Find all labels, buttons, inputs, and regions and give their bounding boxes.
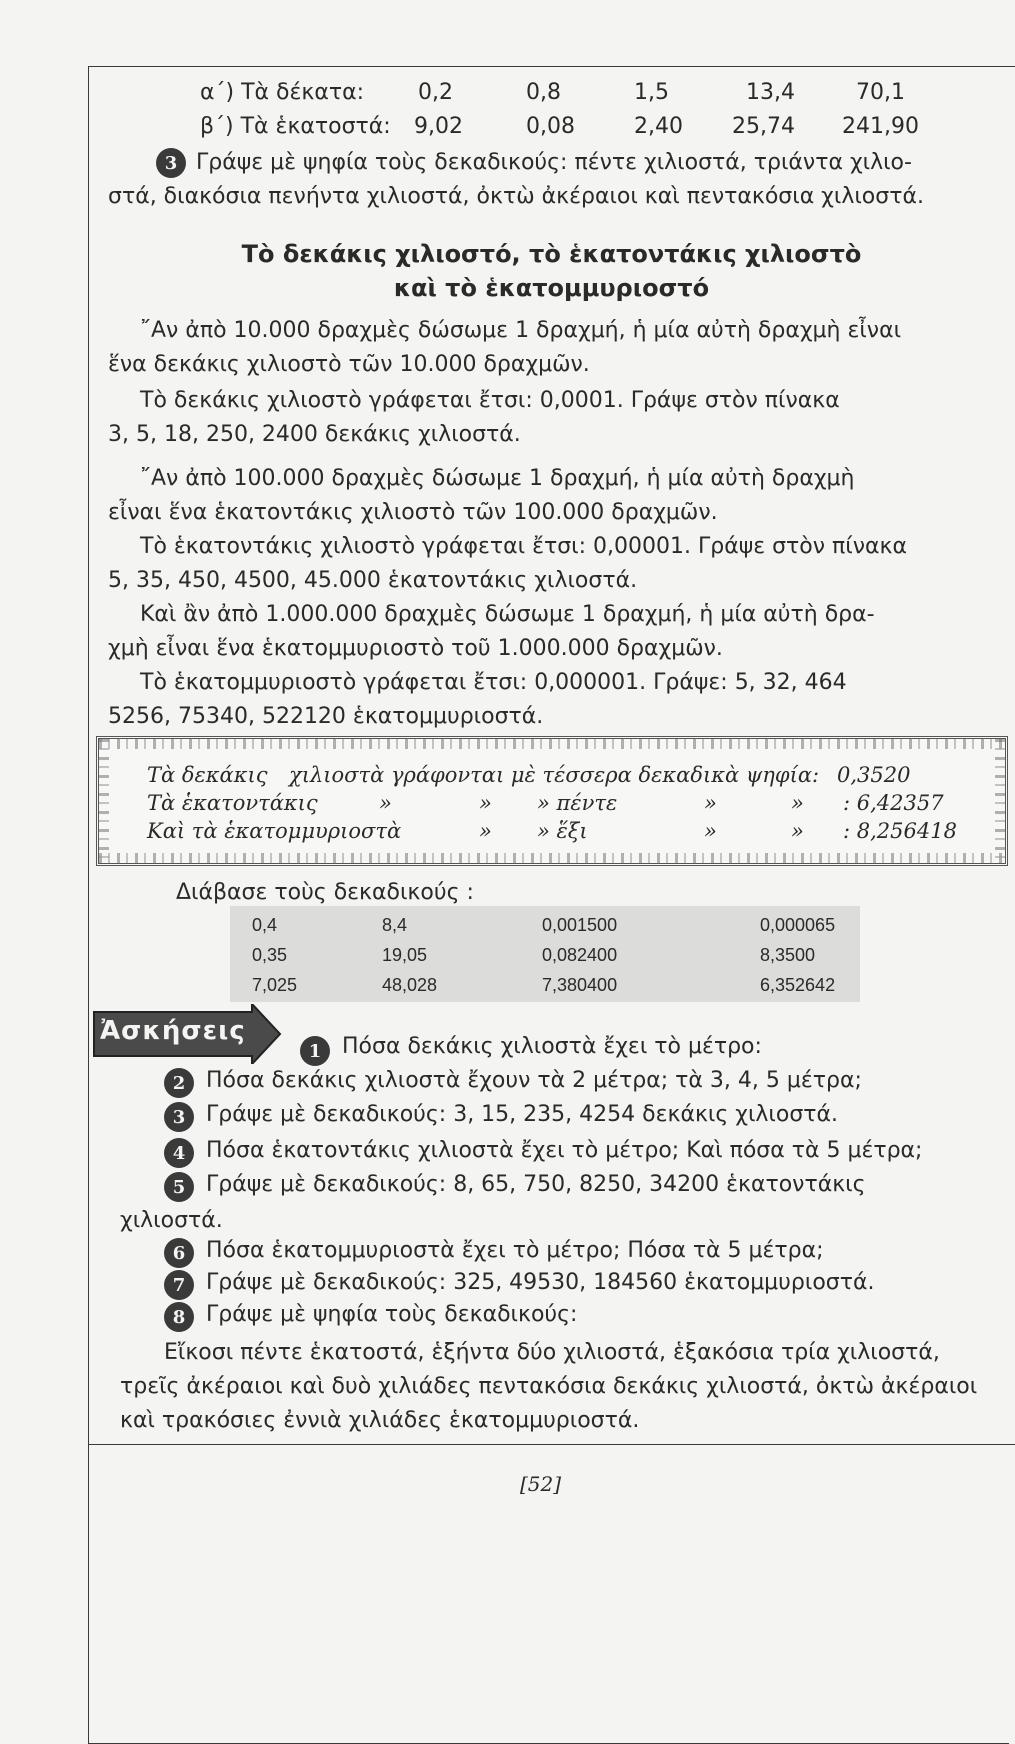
read-label: Διάβασε τοὺς δεκαδικούς : (176, 880, 474, 905)
page-number: [52] (520, 1472, 562, 1496)
row-a-value: 13,4 (746, 80, 795, 105)
exercise-text: καὶ τρακόσιες ἐννιὰ χιλιάδες ἑκατομμυριοστά. (120, 1408, 640, 1433)
ditto-mark: » (791, 819, 804, 843)
ditto-mark: » (479, 819, 492, 843)
exercises-banner: Ἀσκήσεις (100, 1016, 246, 1046)
table-cell: 0,001500 (542, 915, 618, 935)
table-cell: 48,028 (382, 975, 438, 995)
body-line: εἶναι ἕνα ἑκατοντάκις χιλιοστὸ τῶν 100.000 δραχμῶν. (108, 500, 718, 525)
table-cell: 0,000065 (760, 915, 836, 935)
row-a-value: 0,2 (418, 80, 453, 105)
rule-label: Τὰ ἑκατοντάκις (147, 791, 318, 815)
body-line: 5, 35, 450, 4500, 45.000 ἑκατοντάκις χιλιοστά. (108, 568, 638, 593)
body-line: 3, 5, 18, 250, 2400 δεκάκις χιλιοστά. (108, 422, 521, 447)
exercise-text: Πόσα ἑκατοντάκις χιλιοστὰ ἔχει τὸ μέτρο; Καὶ πόσα τὰ 5 μέτρα; (206, 1138, 923, 1163)
exercise-text: Γράψε μὲ δεκαδικούς: 325, 49530, 184560 ἑκατομμυριοστά. (206, 1270, 875, 1295)
exercise-number-badge: 3 (164, 1102, 194, 1132)
exercise-text: στά, διακόσια πενήντα χιλιοστά, ὀκτὼ ἀκέραιοι καὶ πεντακόσια χιλιοστά. (108, 184, 924, 209)
rule-text: » πέντε (537, 791, 618, 815)
ditto-mark: » (791, 791, 804, 815)
row-b-value: 2,40 (634, 114, 683, 139)
exercise-text: χιλιοστά. (120, 1208, 223, 1233)
table-cell: 7,025 (252, 975, 298, 995)
exercise-number-badge: 3 (156, 148, 186, 178)
table-cell: 0,4 (252, 915, 278, 935)
body-line: Τὸ ἑκατομμυριοστὸ γράφεται ἔτσι: 0,000001. Γράψε: 5, 32, 464 (140, 670, 847, 695)
ornament-border (99, 739, 1005, 749)
rule-example: 0,3520 (837, 763, 911, 787)
table-cell: 8,3500 (760, 945, 816, 965)
rule-text: χιλιοστὰ γράφονται μὲ τέσσερα δεκαδικὰ ψηφία: (289, 763, 820, 787)
exercise-text: Γράψε μὲ δεκαδικούς: 8, 65, 750, 8250, 34200 ἑκατοντάκις (206, 1172, 866, 1197)
ornament-border (995, 739, 1005, 863)
exercise-text: Πόσα δεκάκις χιλιοστὰ ἔχει τὸ μέτρο: (342, 1034, 762, 1059)
ornament-border (99, 853, 1005, 863)
ornament-border (99, 739, 109, 863)
table-cell: 8,4 (382, 915, 408, 935)
bottom-rule (88, 1444, 1015, 1445)
body-line: Καὶ ἂν ἀπὸ 1.000.000 δραχμὲς δώσωμε 1 δραχμή, ἡ μία αὐτὴ δρα- (140, 602, 875, 627)
section-title: καὶ τὸ ἑκατομμυριοστό (393, 274, 710, 302)
exercise-number-badge: 5 (164, 1172, 194, 1202)
ditto-mark: » (379, 791, 392, 815)
table-cell: 19,05 (382, 945, 428, 965)
row-b-value: 0,08 (526, 114, 575, 139)
rule-label: Τὰ δεκάκις (147, 763, 268, 787)
exercise-number-badge: 4 (164, 1138, 194, 1168)
exercise-text: τρεῖς ἀκέραιοι καὶ δυὸ χιλιάδες πεντακόσια δεκάκις χιλιοστά, ὀκτὼ ἀκέραιοι (120, 1374, 978, 1399)
table-cell: 0,082400 (542, 945, 618, 965)
exercise-text: Γράψε μὲ δεκαδικούς: 3, 15, 235, 4254 δεκάκις χιλιοστά. (206, 1102, 839, 1127)
rule-text: » ἕξι (537, 819, 588, 843)
row-a-label: α΄) Τὰ δέκατα: (200, 80, 364, 105)
exercise-number-badge: 1 (300, 1036, 330, 1066)
exercise-number-badge: 8 (164, 1302, 194, 1332)
exercise-text: Γράψε μὲ ψηφία τοὺς δεκαδικούς: πέντε χιλιοστά, τριάντα χιλιο- (196, 150, 912, 175)
rule-example: : 8,256418 (843, 819, 957, 843)
exercise-text: Πόσα δεκάκις χιλιοστὰ ἔχουν τὰ 2 μέτρα; τὰ 3, 4, 5 μέτρα; (206, 1068, 862, 1093)
row-b-value: 9,02 (414, 114, 463, 139)
row-b-label: β΄) Τὰ ἑκατοστά: (200, 114, 391, 139)
row-a-value: 1,5 (634, 80, 669, 105)
rule-box (96, 736, 1008, 866)
row-a-value: 0,8 (526, 80, 561, 105)
body-line: ἕνα δεκάκις χιλιοστὸ τῶν 10.000 δραχμῶν. (108, 352, 590, 377)
exercise-number-badge: 7 (164, 1270, 194, 1300)
ditto-mark: » (704, 819, 717, 843)
exercise-number-badge: 2 (164, 1068, 194, 1098)
body-line: Τὸ δεκάκις χιλιοστὸ γράφεται ἔτσι: 0,0001. Γράψε στὸν πίνακα (140, 388, 840, 413)
body-line: χμὴ εἶναι ἕνα ἑκατομμυριοστὸ τοῦ 1.000.000 δραχμῶν. (108, 636, 723, 661)
rule-label: Καὶ τὰ ἑκατομμυριοστὰ (147, 819, 402, 843)
row-a-value: 70,1 (856, 80, 905, 105)
rule-example: : 6,42357 (843, 791, 944, 815)
row-b-value: 241,90 (842, 114, 919, 139)
body-line: ῎Αν ἀπὸ 10.000 δραχμὲς δώσωμε 1 δραχμή, ἡ μία αὐτὴ δραχμὴ εἶναι (140, 318, 902, 343)
table-cell: 6,352642 (760, 975, 836, 995)
exercise-text: Γράψε μὲ ψηφία τοὺς δεκαδικούς: (206, 1302, 578, 1327)
body-line: Τὸ ἑκατοντάκις χιλιοστὸ γράφεται ἔτσι: 0,00001. Γράψε στὸν πίνακα (140, 534, 907, 559)
exercise-text: Πόσα ἑκατομμυριοστὰ ἔχει τὸ μέτρο; Πόσα τὰ 5 μέτρα; (206, 1238, 824, 1263)
table-cell: 7,380400 (542, 975, 618, 995)
exercise-number-badge: 6 (164, 1238, 194, 1268)
ditto-mark: » (479, 791, 492, 815)
body-line: ῎Αν ἀπὸ 100.000 δραχμὲς δώσωμε 1 δραχμή, ἡ μία αὐτὴ δραχμὴ (140, 466, 855, 491)
decimals-table (230, 906, 860, 1002)
ditto-mark: » (704, 791, 717, 815)
row-b-value: 25,74 (732, 114, 795, 139)
exercise-text: Εἴκοσι πέντε ἑκατοστά, ἑξήντα δύο χιλιοστά, ἑξακόσια τρία χιλιοστά, (164, 1340, 940, 1365)
body-line: 5256, 75340, 522120 ἑκατομμυριοστά. (108, 704, 544, 729)
table-cell: 0,35 (252, 945, 288, 965)
section-title: Τὸ δεκάκις χιλιοστό, τὸ ἑκατοντάκις χιλιοστὸ (241, 240, 862, 268)
